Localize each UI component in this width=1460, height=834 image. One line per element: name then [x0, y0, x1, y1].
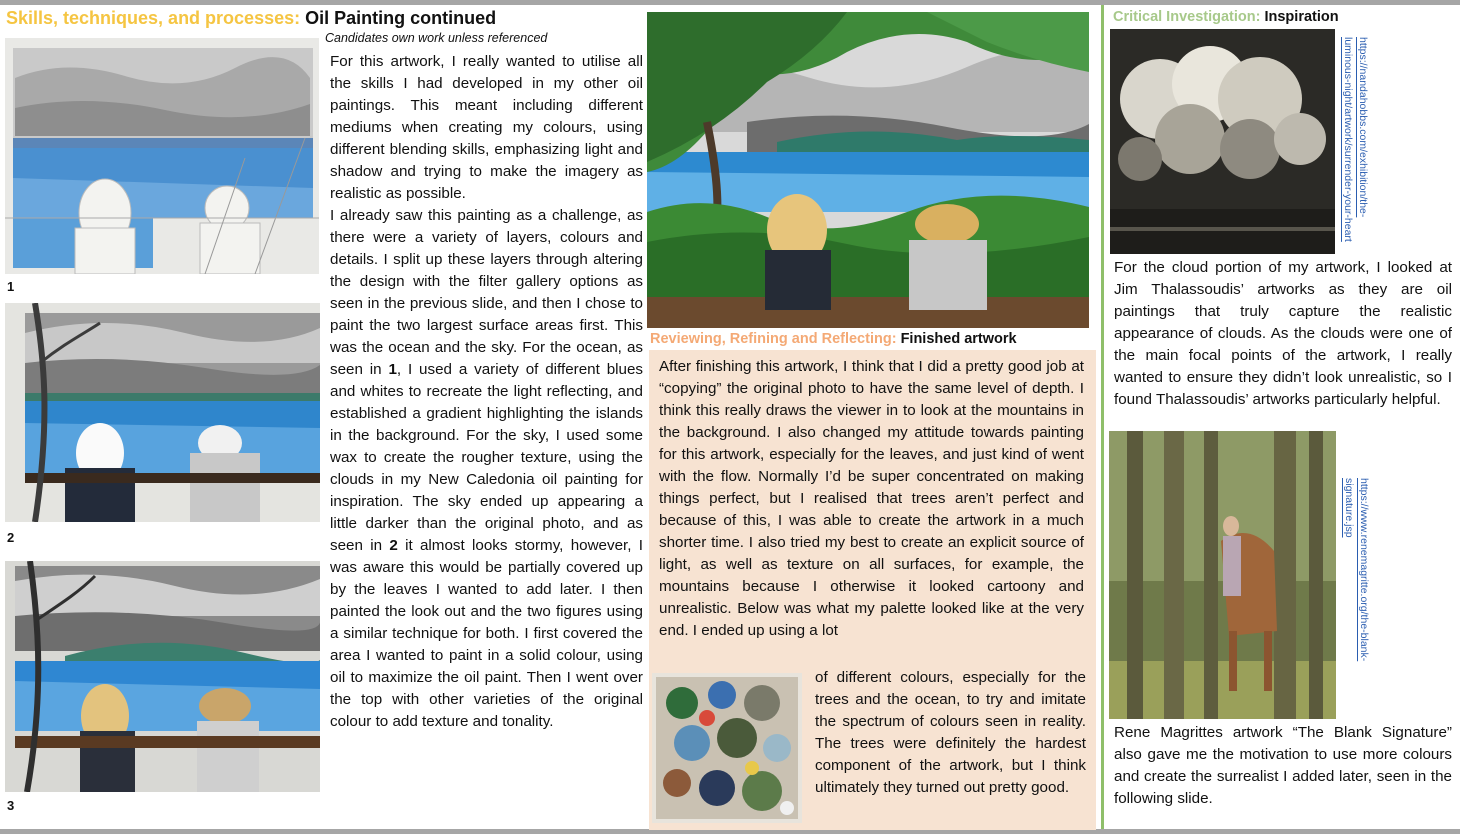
reviewing-rest: Finished artwork — [900, 331, 1017, 347]
title-rest: Oil Painting continued — [305, 8, 497, 28]
process-paragraph-1: For this artwork, I really wanted to utilise all the skills I had developed in my other oil paintings. This meant including different mediums when creating my colours, using different blending skills, emphasizing light and shadow and trying to make the imagery as realistic as possible. — [330, 53, 643, 202]
column-divider — [1101, 5, 1104, 829]
link-renemagritte[interactable]: https://www.renemagritte.org/the-blank-signature.jsp — [1343, 478, 1370, 662]
link-nandahobbs[interactable]: https://nandahobbs.com/exhibition/the-luminous-night/artwork/surrender-your-heart — [1342, 37, 1369, 242]
process-photo-1 — [5, 38, 319, 274]
process-photo-3 — [5, 561, 320, 792]
top-border — [0, 0, 1460, 5]
reflection-paragraph-2: of different colours, especially for the trees and the ocean, to try and imitate the spectrum of colours seen in reality. The trees were definitely the hardest component of the artwork, but I think ultimately they turned out pretty good. — [815, 669, 1086, 796]
reference-1: 1 — [388, 361, 397, 378]
palette-photo — [652, 673, 802, 823]
finished-artwork-photo — [647, 12, 1089, 328]
critical-rest: Inspiration — [1264, 9, 1339, 25]
inspiration-paragraph-2: Rene Magrittes artwork “The Blank Signature” also gave me the motivation to use more colours and create the surrealist I added later, seen in the following slide. — [1114, 724, 1452, 807]
process-photo-2 — [5, 303, 320, 522]
reflection-paragraph-1: After finishing this artwork, I think that I did a pretty good job at “copying” the original photo to have the same level of depth. I think this really draws the viewer in to look at the mountains in the background. I also changed my attitude towards painting for this artwork, especially for the leaves, and just kind of went with the flow. Normally I’d be super concentrated on making things perfect, but I realised that trees aren’t perfect and because of this, I was able to create the artwork in a much shorter time. I also tried my best to create an explicit source of light, as well as texture on all surfaces, for example, the mountains because I otherwise it looked cartoony and unrealistic. Below was what my palette looked like at the very end. I ended up using a lot — [659, 358, 1084, 639]
photo-label-2: 2 — [7, 530, 15, 545]
reference-2: 2 — [389, 537, 398, 554]
photo-label-3: 3 — [7, 798, 15, 813]
page-title — [6, 8, 496, 29]
inspiration-paragraph-1: For the cloud portion of my artwork, I looked at Jim Thalassoudis’ artworks as they are oil paintings that truly capture the realistic appearance of clouds. As the clouds were one of the main focal points of the artwork, I really wanted to ensure they didn’t look unrealistic, so I found Thalassoudis’ artworks particularly helpful. — [1114, 259, 1452, 408]
critical-heading — [1113, 9, 1339, 25]
photo-label-1: 1 — [7, 279, 15, 294]
reviewing-heading — [650, 331, 1017, 347]
magritte-painting-image — [1109, 431, 1336, 719]
cloud-painting-image — [1110, 29, 1335, 254]
title-highlight: Skills, techniques, and processes: — [6, 8, 301, 28]
page-subtitle: Candidates own work unless referenced — [325, 31, 548, 45]
process-description — [330, 51, 643, 733]
reviewing-highlight: Reviewing, Refining and Reflecting: — [650, 331, 897, 347]
critical-highlight: Critical Investigation: — [1113, 9, 1261, 25]
process-paragraph-2: I already saw this painting as a challenge, as there were a variety of layers, colours and details. I split up these layers through altering the design with the filter gallery options as seen in the previous slide, and then I chose to paint the two largest surface areas first. This was the ocean and the sky. For the ocean, as seen in 1, I used a variety of different blues and whites to recreate the light reflecting, and established a gradient highlighting the islands in the background. For the sky, I used some wax to create the rougher texture, using the clouds in my New Caledonia oil painting for inspiration. The sky ended up appearing a little darker than the original photo, and as seen in 2 it almost looks stormy, however, I was aware this would be partially covered up by the leaves I wanted to add later. I then painted the look out and the two figures using a similar technique for both. I first covered the area I wanted to paint in a solid colour, using oil to maximize the oil paint. Then I went over the top with other varieties of the original colour to add texture and tonality. — [330, 207, 643, 730]
